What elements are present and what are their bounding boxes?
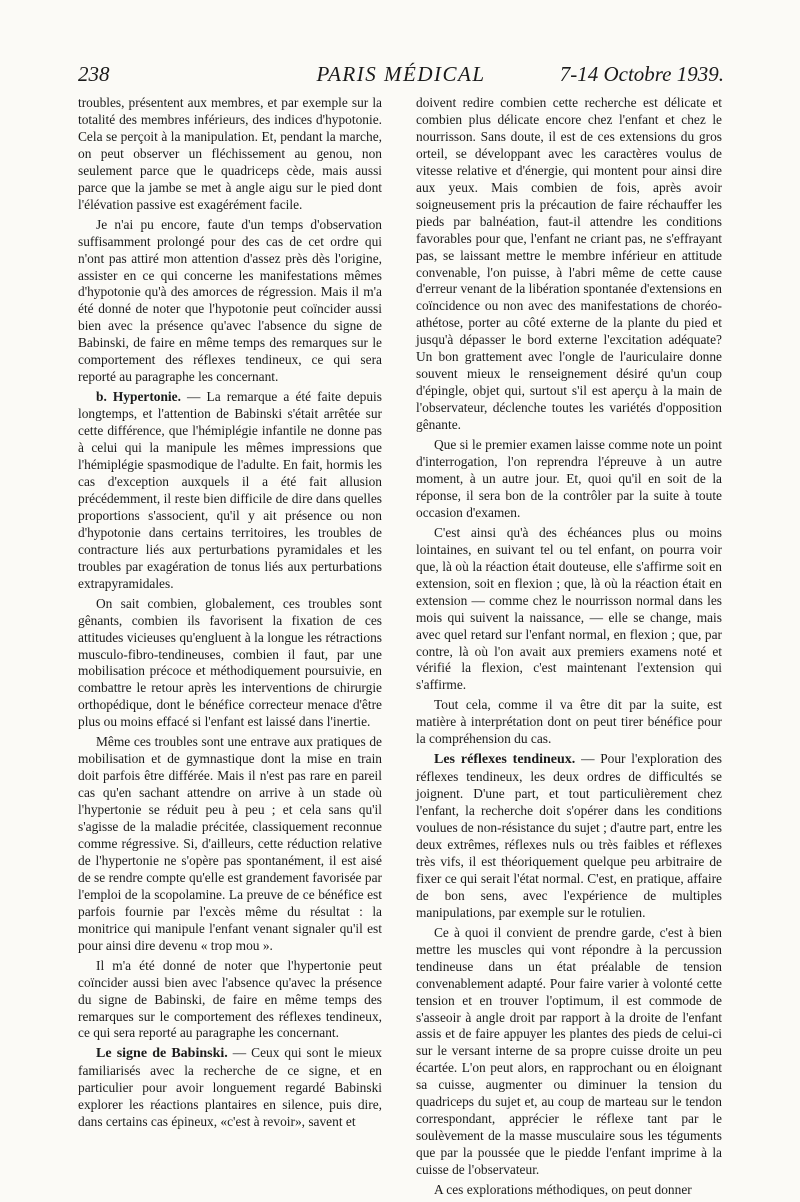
paragraph-text: — Pour l'exploration des réflexes tendineux, les deux ordres de difficultés se joignent. D'une part, et tout particulièrement chez l'enfant, la recherche doit s'opérer dans les conditions voulues de non-résistance du sujet ; d'autre part, entre les deux extrêmes, réflexes nuls ou très faibles et réflexes très vifs, il est théoriquement quelque peu arbitraire de fixer ce qui serait l'état normal. C'est, en pratique, affaire de bon sens, avec l'expérience de multiples manipulations, par exemple sur le rotulien. <box>416 751 723 920</box>
paragraph: Ce à quoi il convient de prendre garde, c'est à bien mettre les muscles qui vont répondre à la percussion tendineuse dans un état préalable de tension convenablement adapté. Pour faire varier à volonté cette tension et en trouver l'optimum, il est commode de s'asseoir à angle droit par rapport à la droite de l'enfant assis et de faire appuyer les plantes des pieds de celui-ci sur le versant interne de sa propre cuisse droite un peu écartée. L'on peut alors, en rapprochant ou en éloignant sa cuisse, augmenter ou diminuer la tension du quadriceps du sujet et, au coup de marteau sur le tendon correspondant, apprécier le réflexe tant par le soulèvement de la masse musculaire sous les téguments que par la poussée que le piedde l'enfant imprime à la cuisse de l'observateur. <box>416 924 722 1178</box>
section-heading-hypertonie: b. Hypertonie. <box>96 389 181 405</box>
right-column <box>416 95 722 1202</box>
paragraph: Même ces troubles sont une entrave aux pratiques de mobilisation et de gymnastique dont la mise en train doit parfois être différée. Mais il n'est pas rare en pareil cas qu'en sachant attendre on arrive à un stade où l'hypertonie se réduit peu à peu ; et cela sans qu'il s'agisse de la maladie précitée, classiquement reconnue comme régressive. Si, d'ailleurs, cette réduction relative de l'hypertonie ne s'opère pas spontanément, il est aisé de se rendre compte qu'elle est grandement favorisée par l'emploi de la scopolamine. La preuve de ce bénéfice est parfois fournie par l'excès même du résultat : la monitrice qui manipule l'enfant venant signaler qu'il est pour ainsi dire devenu « trop mou ». <box>78 734 382 953</box>
paragraph: A ces explorations méthodiques, on peut donner <box>434 1182 692 1198</box>
paragraph: Tout cela, comme il va être dit par la suite, est matière à interprétation dont on peut tirer bénéfice pour la compréhension du cas. <box>416 697 722 747</box>
paragraph <box>416 751 722 922</box>
paragraph: Je n'ai pu encore, faute d'un temps d'observation suffisamment prolongé pour des cas de cet ordre qui n'ont pas attiré mon attention d'assez près dès l'origine, assister en ce qui concerne les manifestations mêmes d'hypotonie qu'à des amorces de régression. Mais il m'a été donné de noter que l'hypotonie peut coïncider aussi bien avec la présence qu'avec l'absence du signe de Babinski, de faire en même temps des remarques sur le comportement des réflexes tendineux, ce qui sera reporté au paragraphe les concernant. <box>78 216 382 385</box>
journal-title: PARIS MÉDICAL <box>316 62 486 86</box>
paragraph: Que si le premier examen laisse comme note un point d'interrogation, l'on reprendra l'épreuve à un autre moment, à un autre jour. Et, quoi qu'il en soit de la réponse, il sera bon de la contrôler par la suite à toute occasion d'examen. <box>416 437 722 520</box>
page-number: 238 <box>78 62 110 86</box>
left-column <box>78 95 382 1134</box>
paragraph <box>78 1045 382 1131</box>
paragraph: Il m'a été donné de noter que l'hypertonie peut coïncider aussi bien avec l'absence qu'avec la présence du signe de Babinski, de faire en même temps des remarques sur le comportement des réflexes tendineux, ce qui sera reporté au paragraphe les concernant. <box>78 957 382 1041</box>
section-heading-reflexes: Les réflexes tendineux. <box>434 752 576 768</box>
paragraph: On sait combien, globalement, ces troubles sont gênants, combien ils favorisent la fixation de ces attitudes vicieuses qu'engluent à la longue les rétractions musculo-fibro-tendineuses, combien il faut, par une mobilisation précoce et méthodiquement poursuivie, en combattre le retour après les interventions de chirurgie orthopédique, dont le bénéfice correcteur menace d'être plus ou moins effacé si l'enfant est laissé dans l'inertie. <box>78 595 382 730</box>
paragraph-text: — La remarque a été faite depuis longtemps, et l'attention de Babinski s'était arrêtée sur cette différence, que l'hémiplégie infantile ne donne pas à celui qui la manipule les mêmes impressions que l'hémiplégie spasmodique de l'adulte. En fait, hormis les cas d'exception auxquels il a été fait allusion précédemment, il reste bien difficile de dire dans quelles proportions s'associent, qu'il y ait présence ou non d'hypotonie dans certains territoires, les troubles de contracture liés aux perturbations pyramidales et les troubles par exagération de tonus liés aux perturbations extrapyramidales. <box>78 389 382 591</box>
section-heading-babinski: Le signe de Babinski. <box>96 1046 228 1062</box>
paragraph: C'est ainsi qu'à des échéances plus ou moins lointaines, en suivant tel ou tel enfant, on pourra voir que, là où la réaction était douteuse, elle s'affirme soit en extension, soit en flexion ; que, là où la réaction était en extension — comme chez le nourrisson normal dans les mois qui suivent la naissance, — elle se change, mais avec quel retard sur l'enfant normal, en flexion ; que, par contre, là où l'on avait aux premiers examens noté et vérifié la flexion, c'est maintenant l'extension qui s'affirme. <box>416 524 722 693</box>
page-header <box>78 62 724 90</box>
paragraph <box>78 389 382 592</box>
paragraph: doivent redire combien cette recherche est délicate et combien plus délicate encore chez l'enfant et chez le nourrisson. Sans doute, il est de ces extensions du gros orteil, se développant avec les caractères voulus de vitesse relative et d'énergie, qui montent pour ainsi dire aux yeux. Mais combien de fois, après avoir soigneusement pris la précaution de faire réchauffer les pieds par balnéation, faut-il attendre les conditions favorables pour que, l'enfant ne criant pas, ne s'effrayant pas, se laissant mettre le membre inférieur en attitude convenable, l'on puisse, à l'abri même de cette cause d'erreur venant de la libération spontanée d'extensions en coïncidence ou non avec des manifestations de choréo-athétose, porter au côté externe de la plante du pied et jusqu'à dépasser le bord externe l'excitation adéquate? Un bon grattement avec l'ongle de l'auriculaire donne souvent mieux le renseignement désiré qu'un coup d'épingle, objet qui, surtout s'il est aperçu à la main de l'observateur, déclenche toutes les variétés d'opposition gênante. <box>416 95 722 433</box>
paragraph: troubles, présentent aux membres, et par exemple sur la totalité des membres inférieurs, des indices d'hypotonie. Cela se perçoit à la manipulation. Et, pendant la marche, on peut observer un fléchissement au genou, non seulement parce que le quadriceps cède, mais aussi parce que la jambe se met à angle aigu sur le pied dont l'élévation passive est exagérément facile. <box>78 95 382 212</box>
issue-date: 7-14 Octobre 1939. <box>559 62 724 86</box>
paragraph-text: — Ceux qui sont le mieux familiarisés avec la recherche de ce signe, et en particulier pour avoir longuement regardé Babinski explorer les réactions plantaires en silence, puis dire, dans certains cas épineux, «c'est à revoir», savent et <box>78 1045 382 1130</box>
